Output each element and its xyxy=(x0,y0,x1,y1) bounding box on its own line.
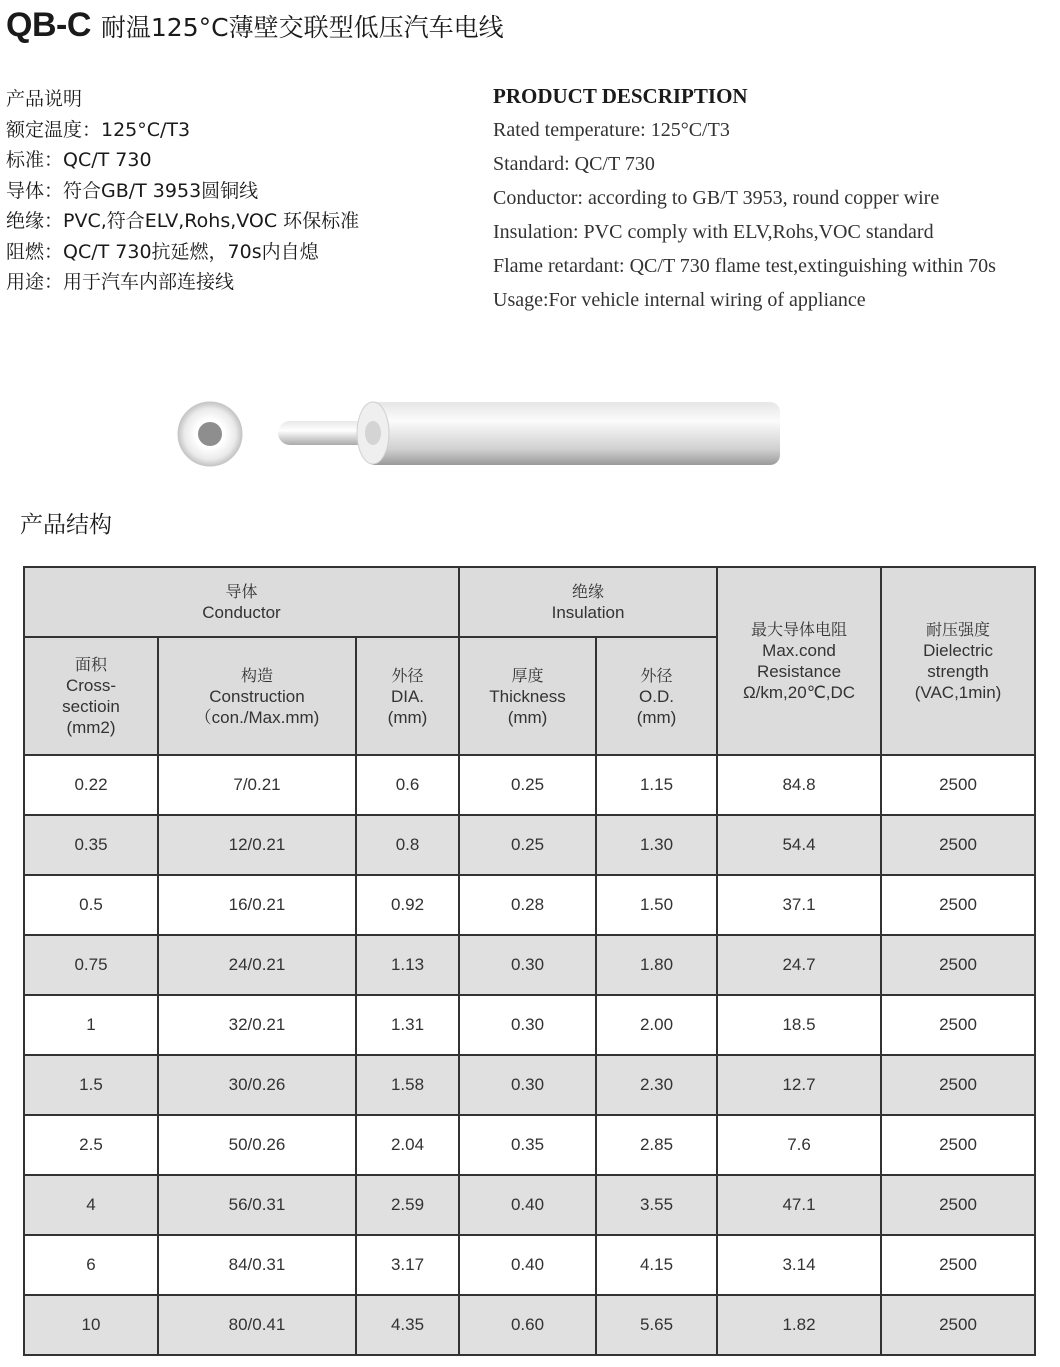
table-row xyxy=(24,995,1035,1055)
table-row xyxy=(24,755,1035,815)
cell-dielectric: 2500 xyxy=(881,875,1035,935)
cell-thickness: 0.30 xyxy=(459,995,596,1055)
table-row xyxy=(24,815,1035,875)
cell-construction: 16/0.21 xyxy=(158,875,356,935)
header-resistance: 最大导体电阻 Max.cond Resistance Ω/km,20℃,DC xyxy=(717,567,881,755)
cell-resistance: 1.82 xyxy=(717,1295,881,1355)
cell-construction: 50/0.26 xyxy=(158,1115,356,1175)
cell-resistance: 12.7 xyxy=(717,1055,881,1115)
cell-construction: 7/0.21 xyxy=(158,755,356,815)
cell-thickness: 0.30 xyxy=(459,1055,596,1115)
desc-cn-line: 导体：符合GB/T 3953圆铜线 xyxy=(6,179,259,202)
description-cn xyxy=(6,84,359,298)
cell-thickness: 0.35 xyxy=(459,1115,596,1175)
cell-construction: 30/0.26 xyxy=(158,1055,356,1115)
header-od: 外径 O.D. (mm) xyxy=(596,637,717,755)
cell-thickness: 0.25 xyxy=(459,755,596,815)
header-dielectric: 耐压强度 Dielectric strength (VAC,1min) xyxy=(881,567,1035,755)
cell-thickness: 0.25 xyxy=(459,815,596,875)
cell-dia: 0.8 xyxy=(356,815,459,875)
cell-construction: 56/0.31 xyxy=(158,1175,356,1235)
header-area: 面积 Cross- sectioin (mm2) xyxy=(24,637,158,755)
product-name: 耐温125°C薄壁交联型低压汽车电线 xyxy=(100,13,504,42)
cell-area: 1.5 xyxy=(24,1055,158,1115)
cell-area: 4 xyxy=(24,1175,158,1235)
table-row xyxy=(24,1175,1035,1235)
wire-illustration xyxy=(160,360,880,510)
cell-resistance: 54.4 xyxy=(717,815,881,875)
cell-dia: 4.35 xyxy=(356,1295,459,1355)
desc-en-line: Insulation: PVC comply with ELV,Rohs,VOC standard xyxy=(493,221,934,243)
desc-en-line: Conductor: according to GB/T 3953, round copper wire xyxy=(493,187,940,209)
cell-od: 3.55 xyxy=(596,1175,717,1235)
cell-dielectric: 2500 xyxy=(881,1115,1035,1175)
desc-cn-line: 额定温度：125°C/T3 xyxy=(6,118,191,141)
desc-en-line: Rated temperature: 125°C/T3 xyxy=(493,119,730,141)
cell-construction: 24/0.21 xyxy=(158,935,356,995)
cell-dia: 1.58 xyxy=(356,1055,459,1115)
header-dia: 外径 DIA. (mm) xyxy=(356,637,459,755)
cell-od: 2.85 xyxy=(596,1115,717,1175)
header-conductor: 导体 Conductor xyxy=(24,567,459,637)
table-row xyxy=(24,875,1035,935)
cell-od: 1.50 xyxy=(596,875,717,935)
desc-en-line: Usage:For vehicle internal wiring of appliance xyxy=(493,289,866,311)
cell-construction: 12/0.21 xyxy=(158,815,356,875)
cell-resistance: 84.8 xyxy=(717,755,881,815)
cell-resistance: 37.1 xyxy=(717,875,881,935)
cell-dielectric: 2500 xyxy=(881,1295,1035,1355)
cell-resistance: 47.1 xyxy=(717,1175,881,1235)
cell-thickness: 0.60 xyxy=(459,1295,596,1355)
cell-dielectric: 2500 xyxy=(881,995,1035,1055)
desc-cn-line: 绝缘：PVC,符合ELV,Rohs,VOC 环保标准 xyxy=(6,210,360,232)
desc-en-line: Flame retardant: QC/T 730 flame test,extinguishing within 70s xyxy=(493,255,996,277)
cell-area: 2.5 xyxy=(24,1115,158,1175)
cell-dielectric: 2500 xyxy=(881,935,1035,995)
cell-od: 1.80 xyxy=(596,935,717,995)
cell-area: 0.5 xyxy=(24,875,158,935)
desc-en-heading: PRODUCT DESCRIPTION xyxy=(493,84,748,108)
header-insulation: 绝缘 Insulation xyxy=(459,567,717,637)
cell-area: 10 xyxy=(24,1295,158,1355)
cell-area: 6 xyxy=(24,1235,158,1295)
header-thickness: 厚度 Thickness (mm) xyxy=(459,637,596,755)
cell-dielectric: 2500 xyxy=(881,1235,1035,1295)
cell-dielectric: 2500 xyxy=(881,755,1035,815)
cell-od: 4.15 xyxy=(596,1235,717,1295)
wire-side-view xyxy=(278,402,780,465)
cell-dia: 2.04 xyxy=(356,1115,459,1175)
wire-cross-section xyxy=(178,402,242,466)
cell-od: 1.15 xyxy=(596,755,717,815)
cell-thickness: 0.40 xyxy=(459,1175,596,1235)
section-title: 产品结构 xyxy=(20,512,112,538)
table-row xyxy=(24,1055,1035,1115)
spec-table xyxy=(23,566,1036,1356)
cell-dia: 0.6 xyxy=(356,755,459,815)
cell-dielectric: 2500 xyxy=(881,1175,1035,1235)
table-row xyxy=(24,1115,1035,1175)
cell-construction: 80/0.41 xyxy=(158,1295,356,1355)
cell-od: 2.30 xyxy=(596,1055,717,1115)
cell-dia: 1.31 xyxy=(356,995,459,1055)
table-row xyxy=(24,935,1035,995)
cell-resistance: 24.7 xyxy=(717,935,881,995)
cell-thickness: 0.28 xyxy=(459,875,596,935)
page-title xyxy=(6,6,504,45)
cell-construction: 84/0.31 xyxy=(158,1235,356,1295)
cell-area: 0.35 xyxy=(24,815,158,875)
cell-od: 5.65 xyxy=(596,1295,717,1355)
desc-cn-line: 产品说明 xyxy=(6,88,83,110)
cell-area: 1 xyxy=(24,995,158,1055)
desc-en-line: Standard: QC/T 730 xyxy=(493,153,655,175)
desc-cn-line: 阻燃：QC/T 730抗延燃，70s内自熄 xyxy=(6,240,319,263)
cell-dielectric: 2500 xyxy=(881,1055,1035,1115)
cell-resistance: 7.6 xyxy=(717,1115,881,1175)
cell-od: 1.30 xyxy=(596,815,717,875)
cell-area: 0.22 xyxy=(24,755,158,815)
cell-dielectric: 2500 xyxy=(881,815,1035,875)
cell-dia: 3.17 xyxy=(356,1235,459,1295)
table-row xyxy=(24,1235,1035,1295)
desc-cn-line: 标准：QC/T 730 xyxy=(6,149,152,171)
cell-area: 0.75 xyxy=(24,935,158,995)
cell-dia: 0.92 xyxy=(356,875,459,935)
cell-thickness: 0.30 xyxy=(459,935,596,995)
cell-construction: 32/0.21 xyxy=(158,995,356,1055)
cell-od: 2.00 xyxy=(596,995,717,1055)
header-construction: 构造 Construction （con./Max.mm) xyxy=(158,637,356,755)
cell-dia: 1.13 xyxy=(356,935,459,995)
product-code: QB-C xyxy=(6,6,91,44)
cell-dia: 2.59 xyxy=(356,1175,459,1235)
desc-cn-line: 用途：用于汽车内部连接线 xyxy=(6,271,235,293)
cell-thickness: 0.40 xyxy=(459,1235,596,1295)
cell-resistance: 3.14 xyxy=(717,1235,881,1295)
description-en xyxy=(493,84,996,317)
table-row xyxy=(24,1295,1035,1355)
cell-resistance: 18.5 xyxy=(717,995,881,1055)
